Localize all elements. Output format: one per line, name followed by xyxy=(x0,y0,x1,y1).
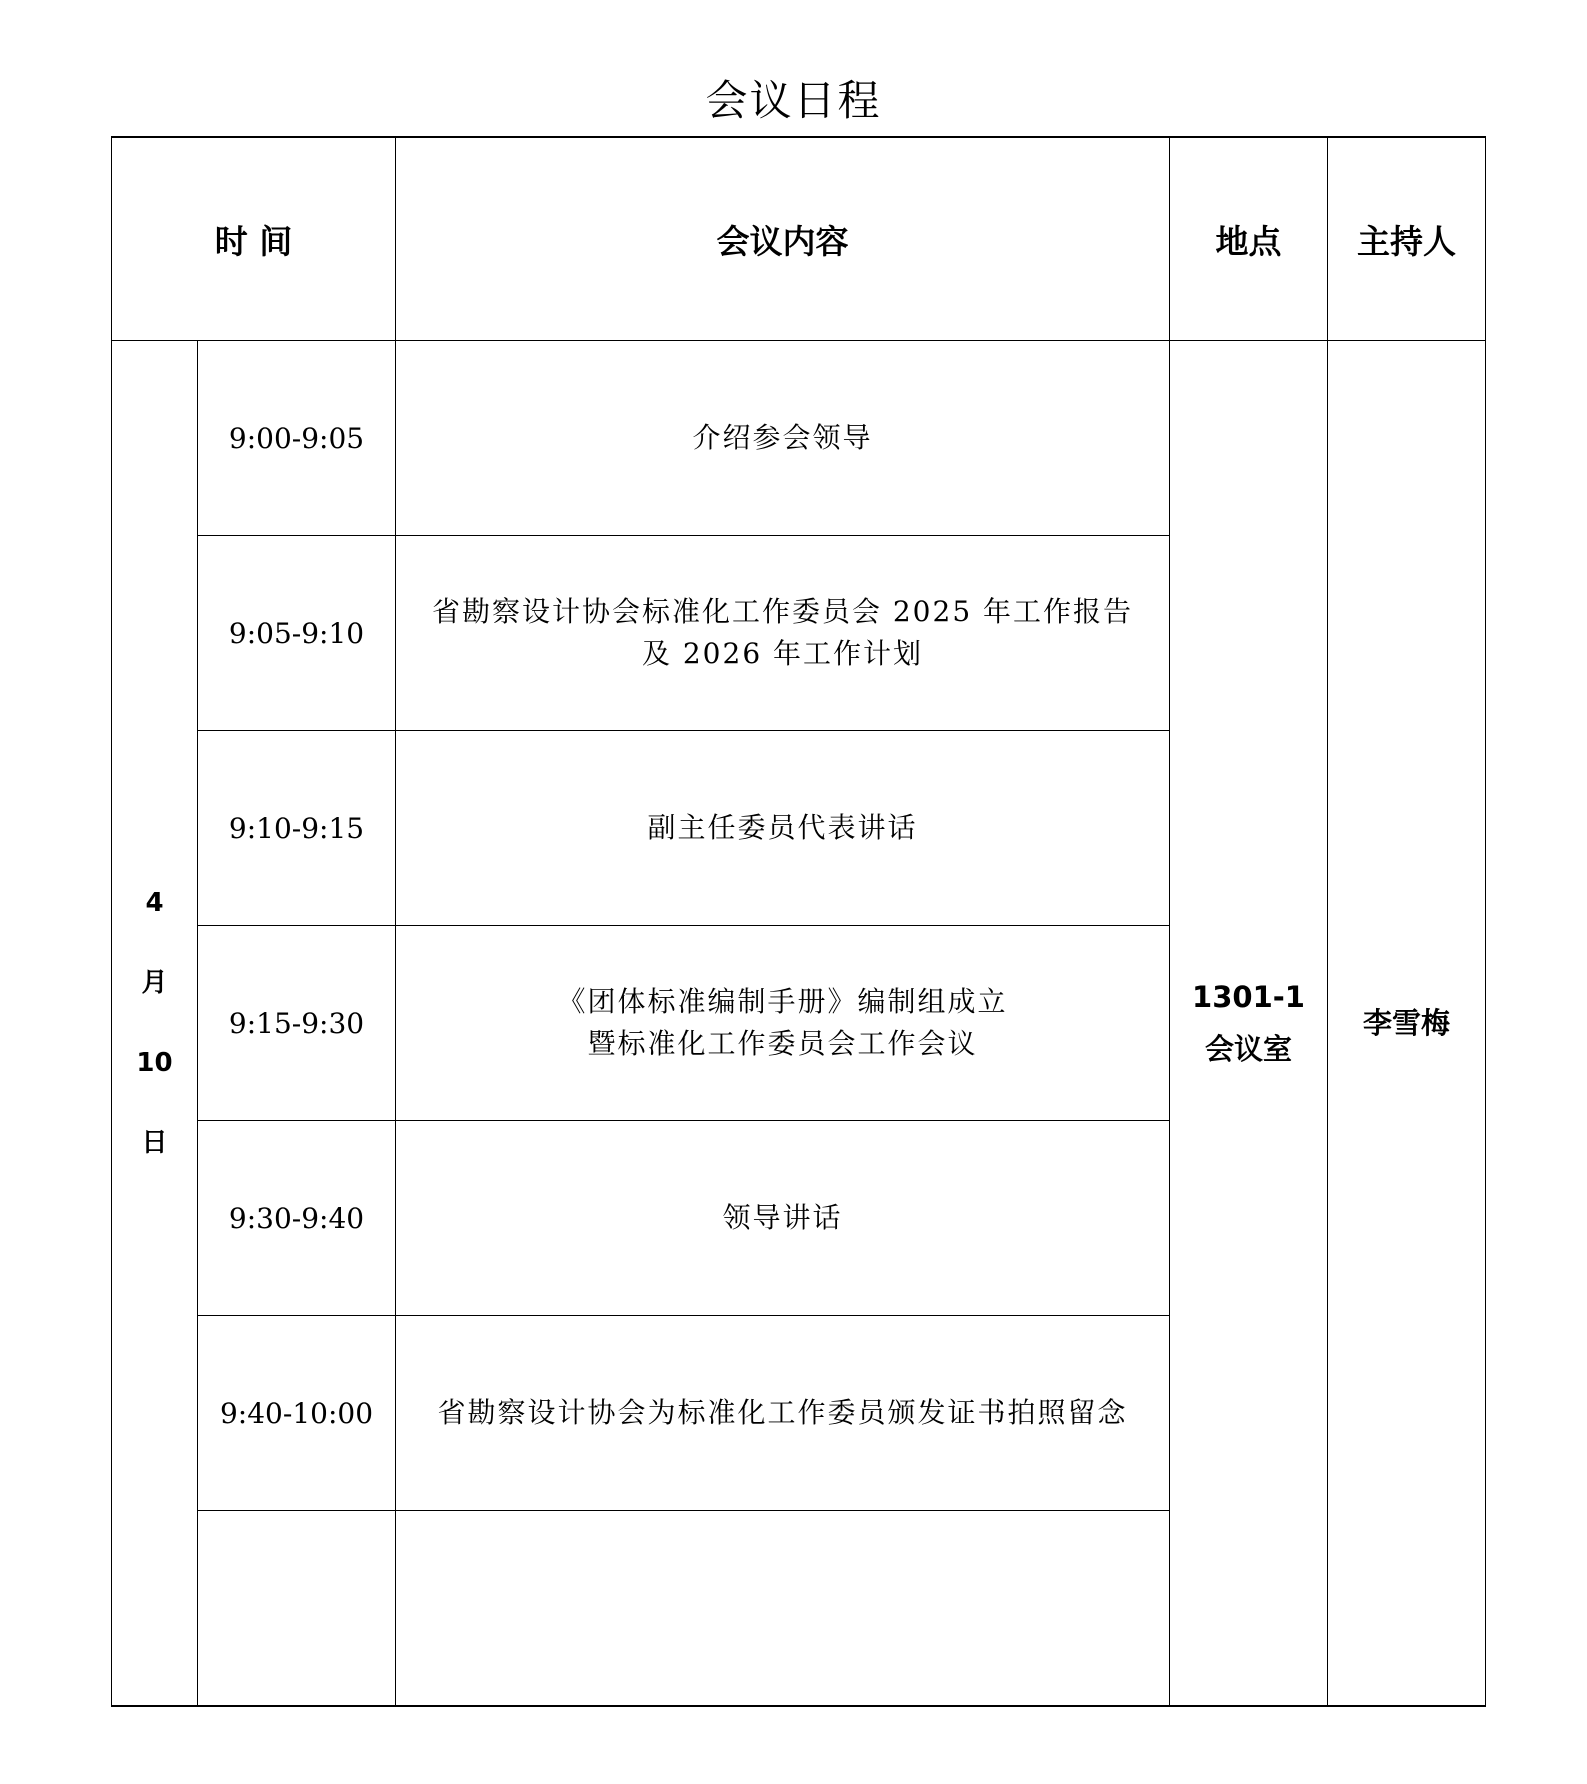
content-cell xyxy=(396,341,1170,536)
date-day-number: 10 xyxy=(136,1048,173,1078)
time-cell: 9:00-9:05 xyxy=(198,341,396,536)
venue-room-number: 1301-1 xyxy=(1192,980,1305,1014)
content-cell xyxy=(396,1316,1170,1511)
header-venue: 地点 xyxy=(1170,137,1328,341)
time-cell: 9:30-9:40 xyxy=(198,1121,396,1316)
content-line: 及 2026 年工作计划 xyxy=(641,637,924,670)
content-line: 领导讲话 xyxy=(722,1201,843,1234)
header-time: 时 间 xyxy=(112,137,396,341)
content-line: 省勘察设计协会为标准化工作委员颁发证书拍照留念 xyxy=(437,1396,1128,1429)
date-day-char: 日 xyxy=(141,1128,168,1158)
content-cell xyxy=(396,731,1170,926)
content-cell xyxy=(396,536,1170,731)
date-month-char: 月 xyxy=(141,968,168,998)
schedule-table xyxy=(111,136,1486,1707)
content-cell xyxy=(396,926,1170,1121)
host-cell: 李雪梅 xyxy=(1328,341,1486,1707)
content-line: 省勘察设计协会标准化工作委员会 2025 年工作报告 xyxy=(431,595,1134,628)
date-month-number: 4 xyxy=(145,888,164,918)
header-content: 会议内容 xyxy=(396,137,1170,341)
venue-cell xyxy=(1170,341,1328,1707)
table-row xyxy=(112,341,1486,536)
time-cell xyxy=(198,1511,396,1707)
time-cell: 9:10-9:15 xyxy=(198,731,396,926)
header-host: 主持人 xyxy=(1328,137,1486,341)
content-line: 副主任委员代表讲话 xyxy=(647,811,918,844)
header-row xyxy=(112,137,1486,341)
time-cell: 9:40-10:00 xyxy=(198,1316,396,1511)
date-cell xyxy=(112,341,198,1707)
content-cell xyxy=(396,1121,1170,1316)
content-line: 介绍参会领导 xyxy=(692,421,873,454)
content-line: 暨标准化工作委员会工作会议 xyxy=(587,1027,978,1060)
content-line: 《团体标准编制手册》编制组成立 xyxy=(557,985,1008,1018)
time-cell: 9:05-9:10 xyxy=(198,536,396,731)
content-cell xyxy=(396,1511,1170,1707)
time-cell: 9:15-9:30 xyxy=(198,926,396,1121)
venue-room-label: 会议室 xyxy=(1204,1032,1292,1066)
page-title: 会议日程 xyxy=(705,76,882,125)
